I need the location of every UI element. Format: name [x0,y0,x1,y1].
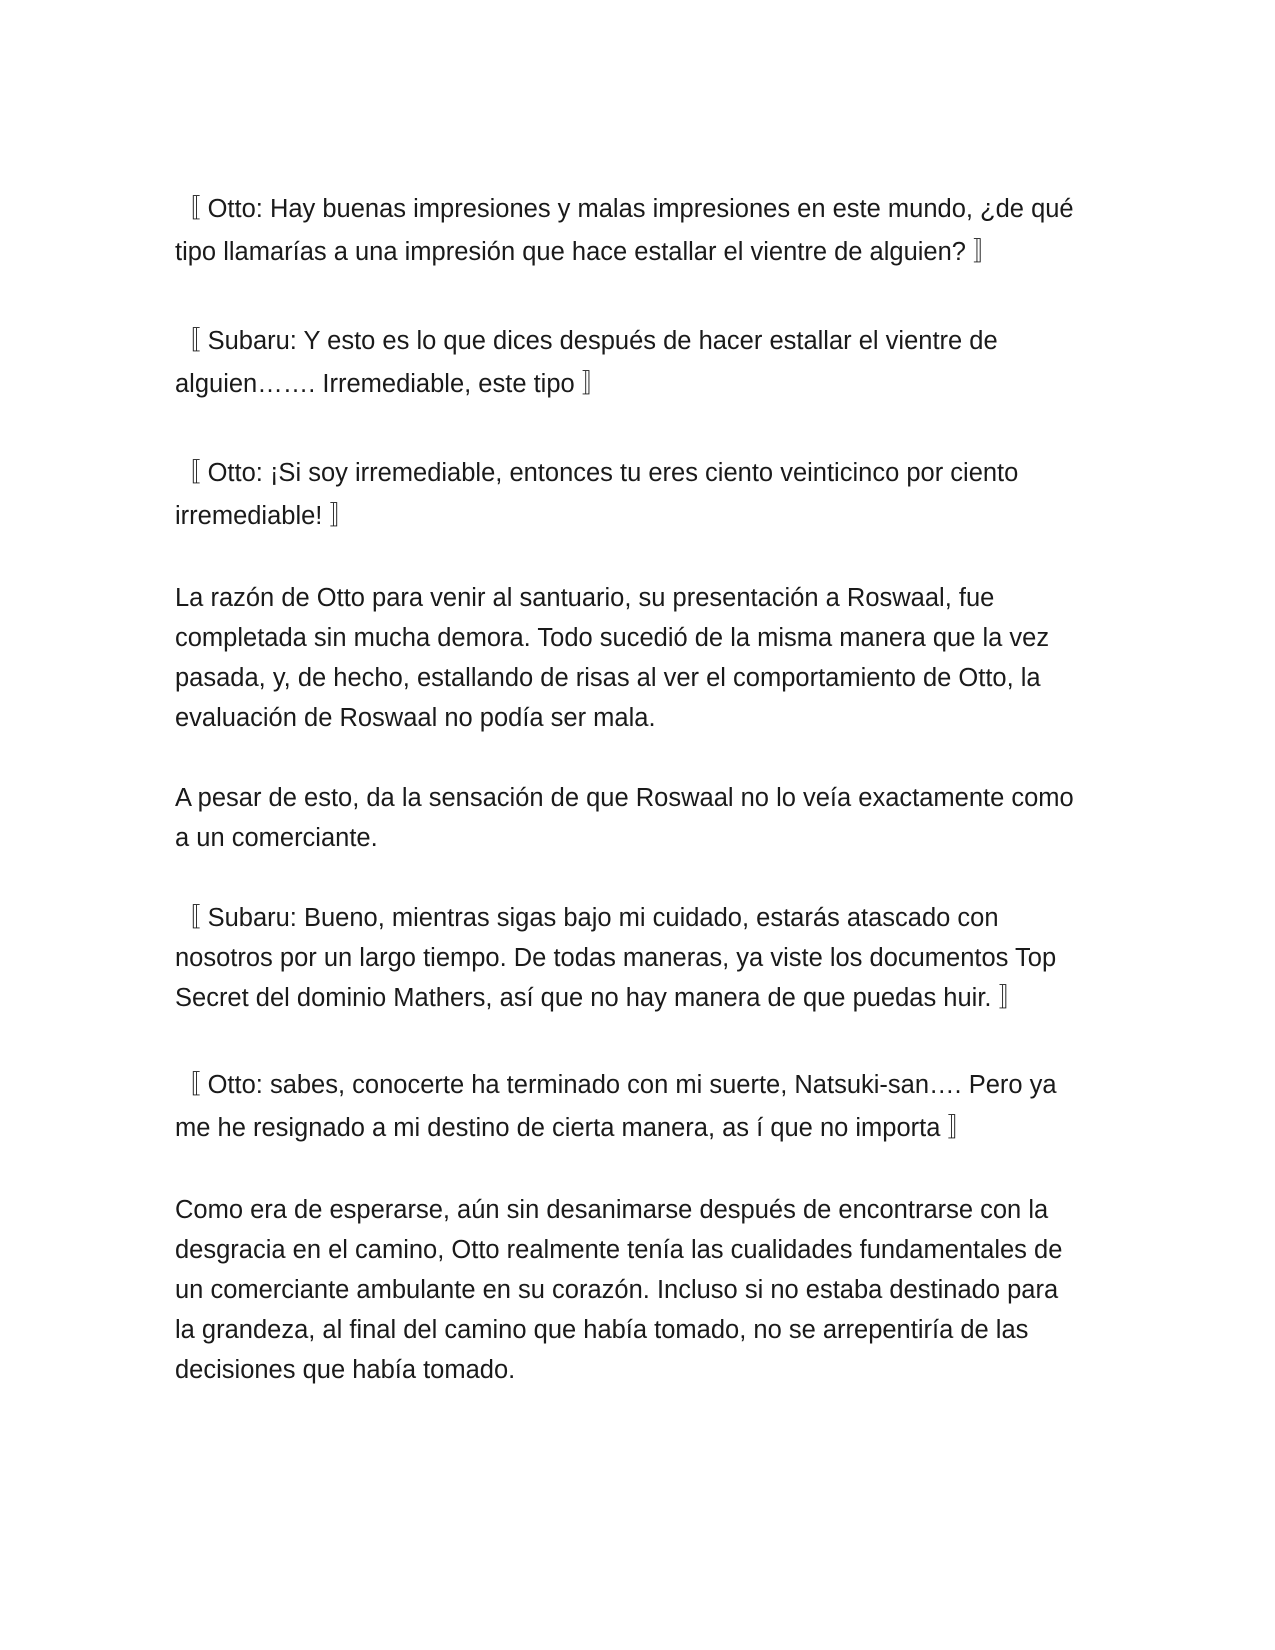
dialogue-subaru-top-secret: 〚 Subaru: Bueno, mientras sigas bajo mi cuidado, estarás atascado con nosotros por un largo tiempo. De todas maneras, ya viste los documentos Top Secret del dominio Mathers, así que no hay manera de que puedas huir. 〛 [175,904,1057,1012]
dialogue-otto-resigned: 〚 Otto: sabes, conocerte ha terminado con mi suerte, Natsuki-san…. Pero ya me he resignado a mi destino de cierta manera, as í que no importa 〛 [175,1071,1057,1142]
document-page [175,188,1085,1390]
dialogue-subaru-irremediable: 〚 Subaru: Y esto es lo que dices después de hacer estallar el vientre de alguien……. Irremediable, este tipo 〛 [175,327,998,398]
narration-merchant-qualities: Como era de esperarse, aún sin desanimarse después de encontrarse con la desgracia en el camino, Otto realmente tenía las cualidades fundamentales de un comerciante ambulante en su corazón. Incluso si no estaba destinado para la grandeza, al final del camino que había tomado, no se arrepentiría de las decisiones que había tomado. [175,1196,1063,1384]
narration-roswaal-presentation: La razón de Otto para venir al santuario, su presentación a Roswaal, fue completada sin mucha demora. Todo sucedió de la misma manera que la vez pasada, y, de hecho, estallando de risas al ver el comportamiento de Otto, la evaluación de Roswaal no podía ser mala. [175,584,1050,732]
narration-not-merchant: A pesar de esto, da la sensación de que Roswaal no lo veía exactamente como a un comerciante. [175,784,1074,852]
dialogue-otto-impressions: 〚 Otto: Hay buenas impresiones y malas impresiones en este mundo, ¿de qué tipo llamarías a una impresión que hace estallar el vientre de alguien? 〛 [175,195,1074,266]
dialogue-otto-125-percent: 〚 Otto: ¡Si soy irremediable, entonces tu eres ciento veinticinco por ciento irremediable! 〛 [175,459,1019,530]
